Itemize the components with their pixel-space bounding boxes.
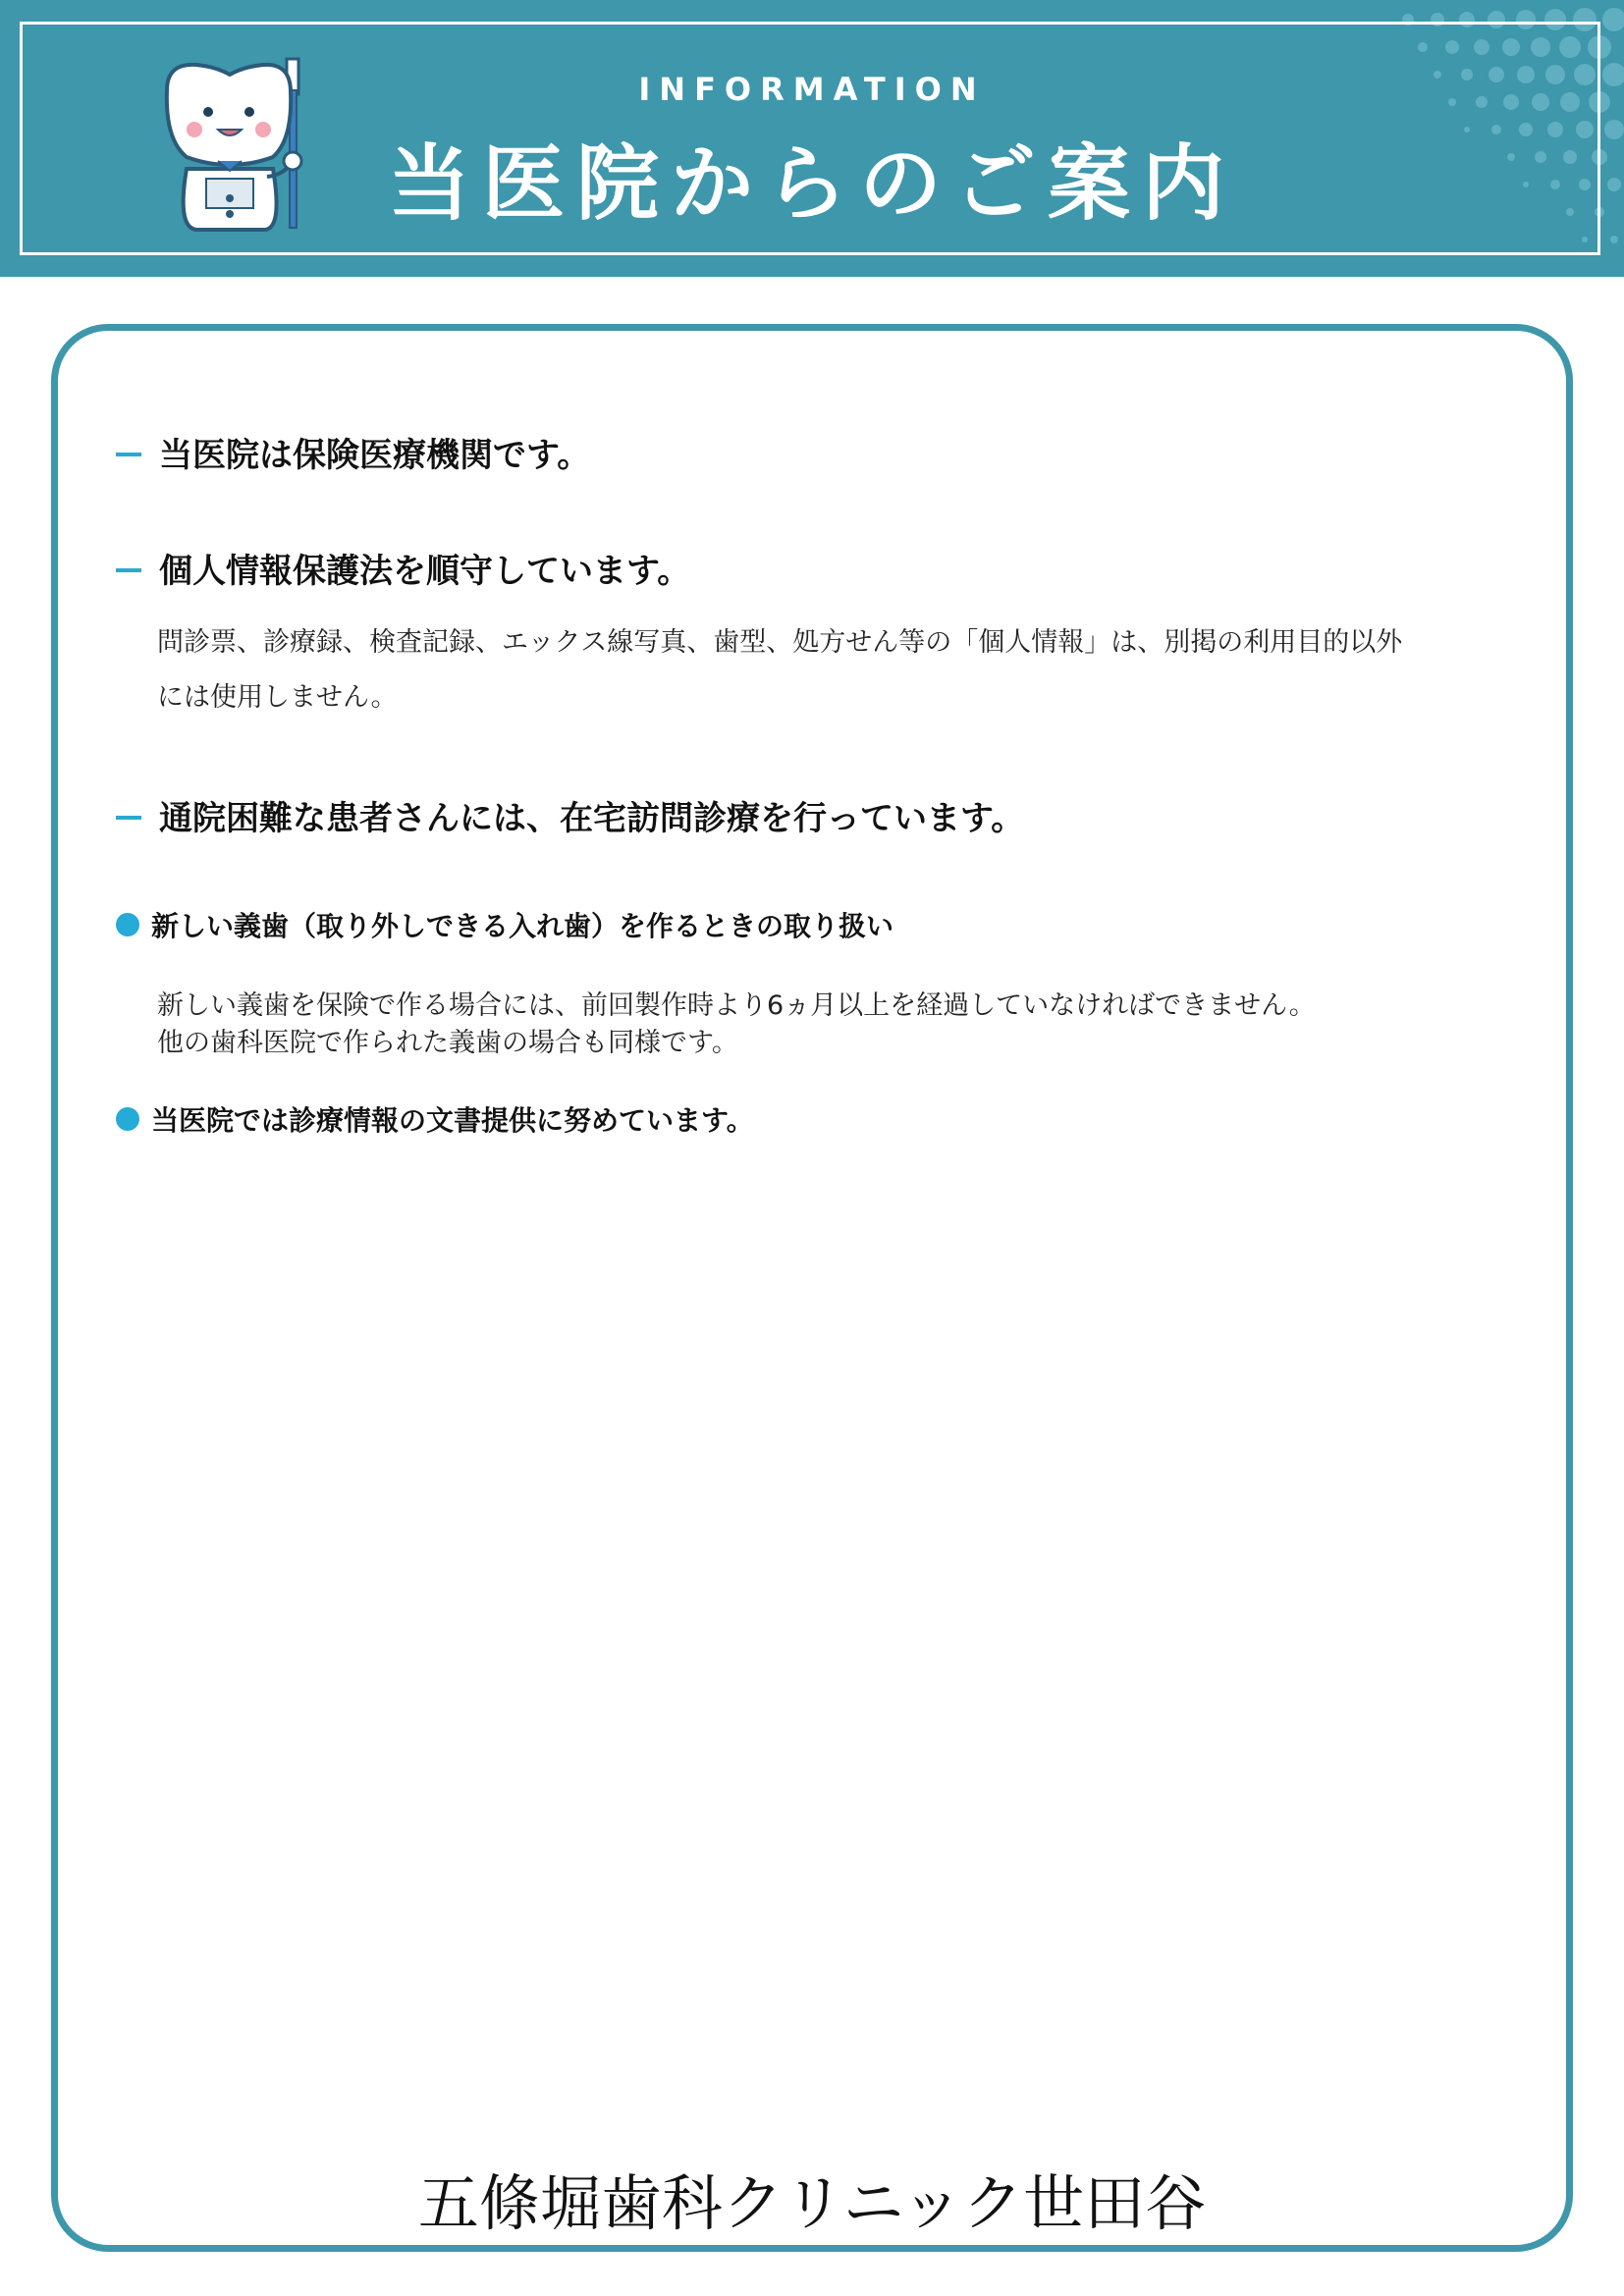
dentures-heading-text: 新しい義歯（取り外しできる入れ歯）を作るときの取り扱い xyxy=(151,910,894,942)
dash-marker-icon xyxy=(116,453,141,456)
documents-heading-text: 当医院では診療情報の文書提供に努めています。 xyxy=(151,1104,754,1137)
header-kicker: INFORMATION xyxy=(638,71,986,108)
insurance-heading xyxy=(116,428,590,476)
documents-heading xyxy=(116,1099,754,1139)
homevisit-heading-text: 通院困難な患者さんには、在宅訪問診療を行っています。 xyxy=(159,799,1025,838)
privacy-body-line2: には使用しません。 xyxy=(157,682,398,713)
page-title: 当医院からのご案内 xyxy=(387,135,1236,232)
privacy-heading xyxy=(116,544,690,592)
privacy-heading-text: 個人情報保護法を順守しています。 xyxy=(159,552,691,591)
header-banner xyxy=(0,0,1624,277)
dentures-heading xyxy=(116,905,893,944)
insurance-heading-text: 当医院は保険医療機関です。 xyxy=(159,436,591,475)
privacy-body-line1: 問診票、診療録、検査記録、エックス線写真、歯型、処方せん等の「個人情報」は、別掲の利用目的以外 xyxy=(157,627,1403,658)
dentures-body-line2: 他の歯科医院で作られた義歯の場合も同様です。 xyxy=(157,1028,738,1058)
clinic-name: 五條堀歯科クリニック世田谷 xyxy=(417,2167,1207,2239)
dash-marker-icon xyxy=(116,568,141,572)
bullet-dot-icon xyxy=(116,913,139,936)
bullet-dot-icon xyxy=(116,1107,139,1131)
dentures-body-line1: 新しい義歯を保険で作る場合には、前回製作時より6ヵ月以上を経過していなければできません。 xyxy=(157,990,1316,1021)
dash-marker-icon xyxy=(116,816,141,820)
homevisit-heading xyxy=(116,791,1024,839)
content-card xyxy=(51,324,1573,2252)
